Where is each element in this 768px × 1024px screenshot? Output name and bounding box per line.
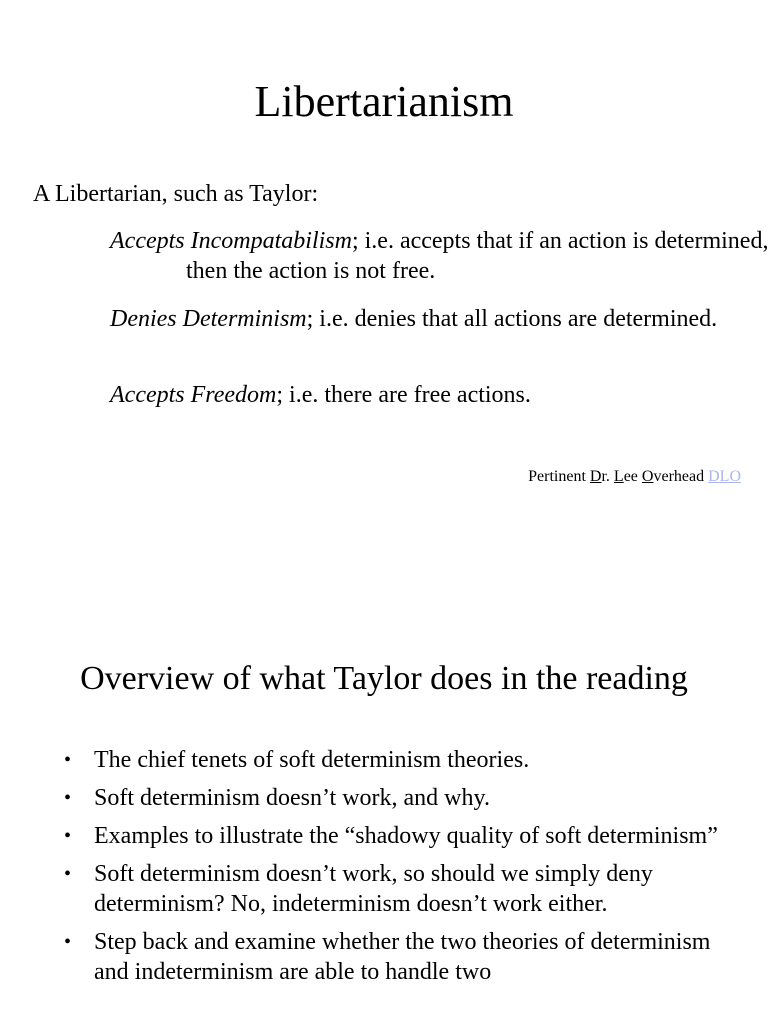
bullet-list	[0, 745, 768, 995]
list-item	[0, 821, 768, 851]
list-item-text: Examples to illustrate the “shadowy quality of soft determinism”	[94, 823, 718, 849]
list-item	[0, 859, 768, 919]
point-freedom	[110, 380, 768, 410]
bullet-icon: •	[64, 931, 72, 953]
list-item	[0, 745, 768, 775]
point-term: Accepts Incompatabilism	[110, 228, 352, 254]
slide-overview	[0, 512, 768, 1024]
list-item-text: Soft determinism doesn’t work, and why.	[94, 785, 490, 811]
list-item-text: Step back and examine whether the two theories of determinism and indeterminism are able to handle two	[94, 929, 711, 985]
point-incompatibilism	[110, 226, 768, 286]
point-explanation: ; i.e. accepts that if an action is determined, then the action is not free.	[186, 228, 768, 284]
bullet-icon: •	[64, 787, 72, 809]
bullet-icon: •	[64, 863, 72, 885]
credit-text: Pertinent	[528, 468, 590, 485]
intro-text: A Libertarian, such as Taylor:	[33, 181, 319, 207]
list-item	[0, 783, 768, 813]
credit-letter-o: O	[641, 468, 654, 485]
bullet-icon: •	[64, 749, 72, 771]
point-determinism	[110, 304, 768, 334]
bullet-icon: •	[64, 825, 72, 847]
credit-text: r.	[601, 468, 614, 485]
slide-title: Overview of what Taylor does in the reading	[80, 660, 688, 697]
overhead-credit	[528, 467, 741, 487]
credit-letter-d: D	[589, 468, 602, 485]
point-explanation: ; i.e. denies that all actions are determined.	[306, 306, 718, 332]
list-item-text: Soft determinism doesn’t work, so should we simply deny determinism? No, indeterminism doesn’t work either.	[94, 861, 653, 917]
list-item	[0, 927, 768, 987]
list-item-text: The chief tenets of soft determinism theories.	[94, 747, 530, 773]
point-explanation: ; i.e. there are free actions.	[276, 382, 531, 408]
credit-letter-l: L	[613, 468, 624, 485]
slide-title: Libertarianism	[254, 77, 514, 126]
credit-text: verhead	[653, 468, 709, 485]
point-term: Denies Determinism	[110, 306, 307, 332]
credit-text: ee	[623, 468, 642, 485]
dlo-link[interactable]: DLO	[708, 468, 741, 485]
point-term: Accepts Freedom	[110, 382, 277, 408]
